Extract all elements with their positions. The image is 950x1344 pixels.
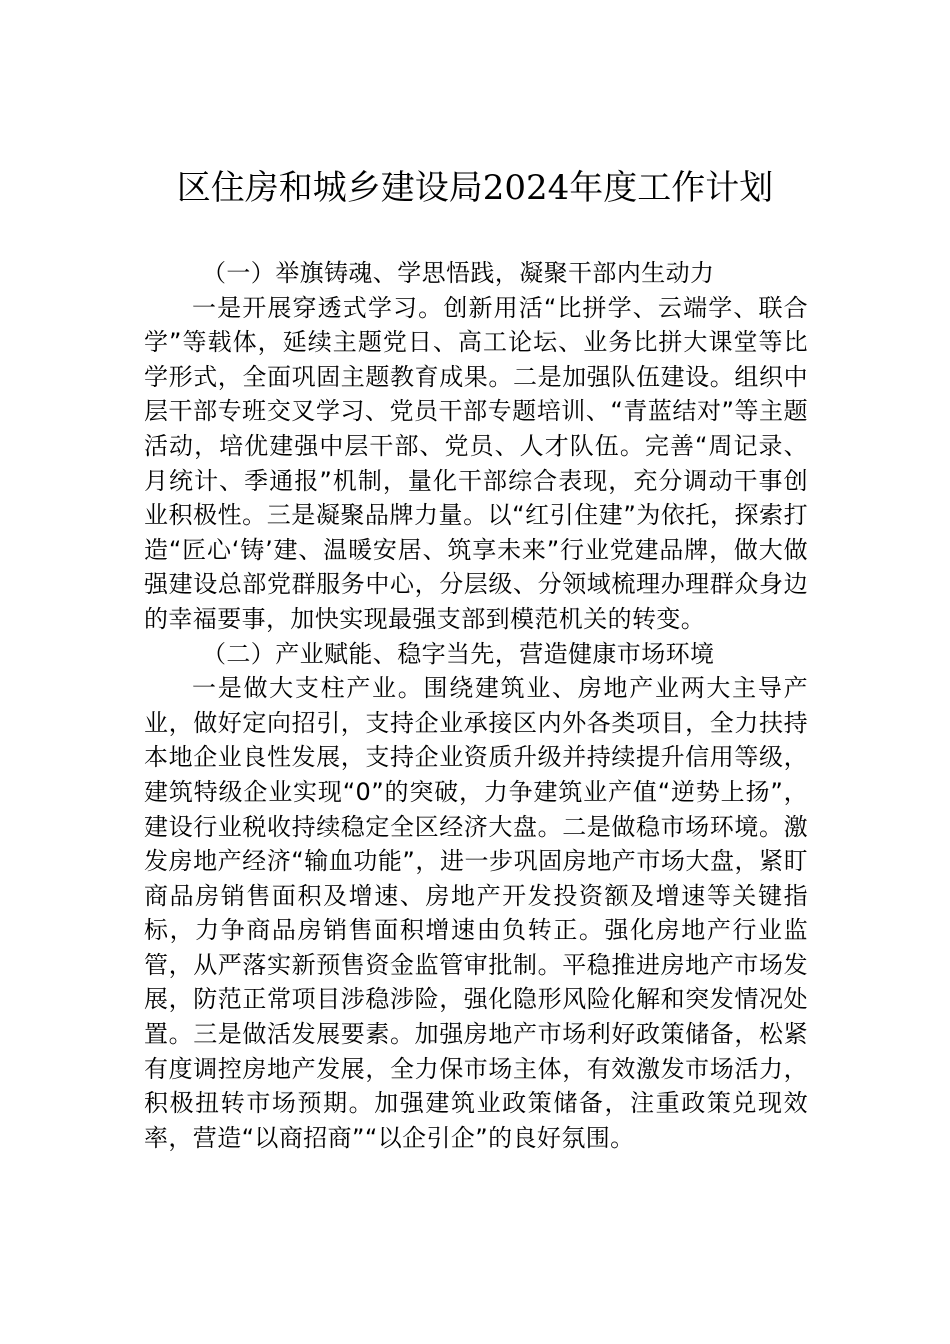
section-paragraph-1: 一是开展穿透式学习。创新用活“比拼学、云端学、联合学”等载体，延续主题党日、高工论坛、业务比拼大课堂等比学形式，全面巩固主题教育成果。二是加强队伍建设。组织中层干部专班交叉学习、党员干部专题培训、“青蓝结对”等主题活动，培优建强中层干部、党员、人才队伍。完善“周记录、月统计、季通报”机制，量化干部综合表现，充分调动干事创业积极性。三是凝聚品牌力量。以“红引住建”为依托，探索打造“匠心‘铸’建、温暖安居、筑享未来”行业党建品牌，做大做强建设总部党群服务中心，分层级、分领域梳理办理群众身边的幸福要事，加快实现最强支部到模范机关的转变。: [144, 293, 808, 633]
section-heading-1: （一）举旗铸魂、学思悟践，凝聚干部内生动力: [202, 259, 715, 287]
document-body: [144, 256, 808, 1155]
document-title: 区住房和城乡建设局2024年度工作计划: [176, 168, 774, 208]
section-paragraph-2: 一是做大支柱产业。围绕建筑业、房地产业两大主导产业，做好定向招引，支持企业承接区内外各类项目，全力扶持本地企业良性发展，支持企业资质升级并持续提升信用等级，建筑特级企业实现“0”的突破，力争建筑业产值“逆势上扬”，建设行业税收持续稳定全区经济大盘。二是做稳市场环境。激发房地产经济“输血功能”，进一步巩固房地产市场大盘，紧盯商品房销售面积及增速、房地产开发投资额及增速等关键指标，力争商品房销售面积增速由负转正。强化房地产行业监管，从严落实新预售资金监管审批制。平稳推进房地产市场发展，防范正常项目涉稳涉险，强化隐形风险化解和突发情况处置。三是做活发展要素。加强房地产市场利好政策储备，松紧有度调控房地产发展，全力保市场主体，有效激发市场活力，积极扭转市场预期。加强建筑业政策储备，注重政策兑现效率，营造“以商招商”“以企引企”的良好氛围。: [144, 674, 808, 1152]
section-heading-2: （二）产业赋能、稳字当先，营造健康市场环境: [202, 639, 715, 668]
